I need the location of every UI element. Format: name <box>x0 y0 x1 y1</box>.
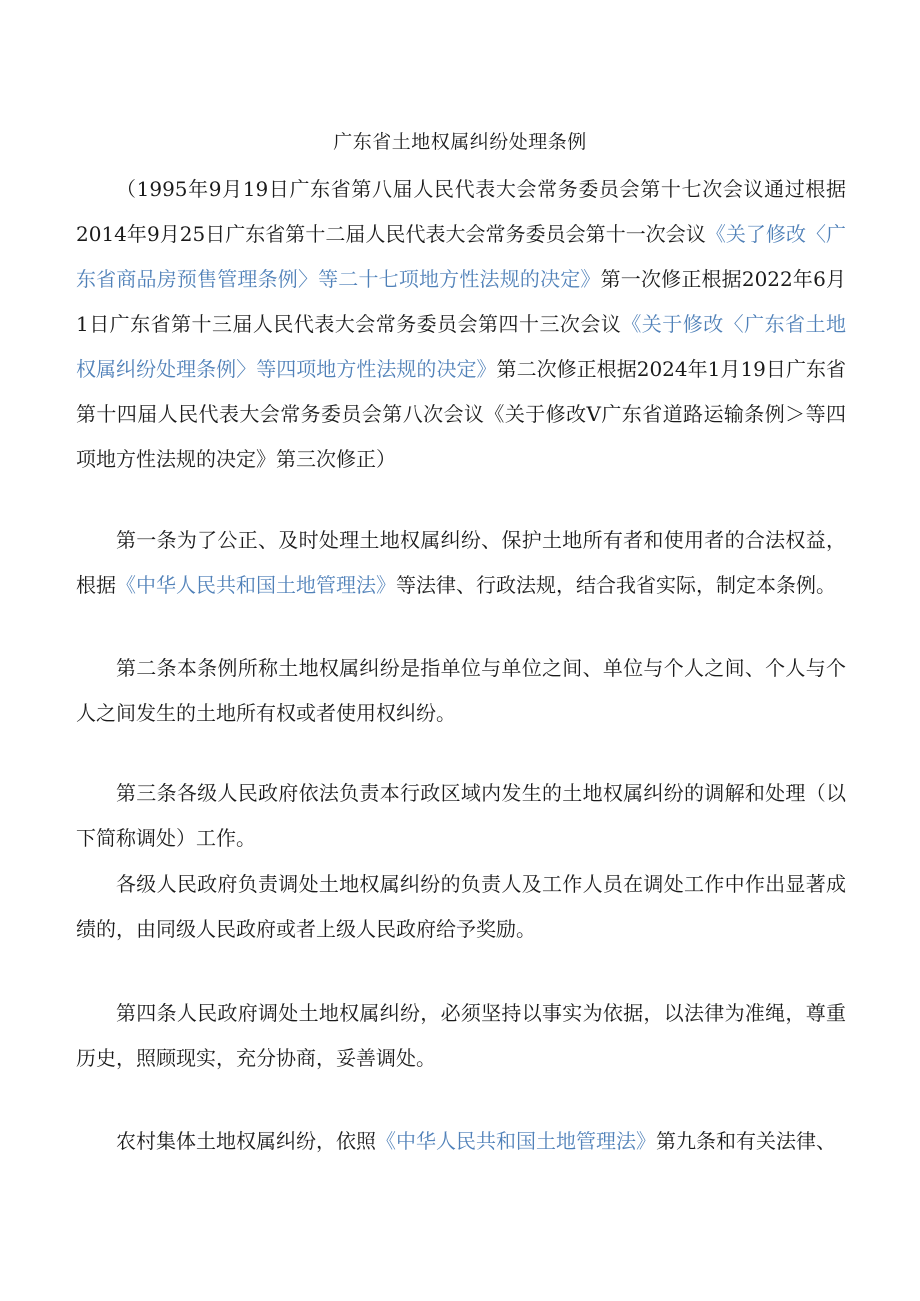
preamble-text-2: 第一次修正根据2022年6月1日广东省第十三届人民代表大会常务委员会第四十三次会议 <box>76 267 847 336</box>
article-4-text-2: 第九条和有关法律、 <box>656 1129 836 1153</box>
article-1-text-1: 第一条为了公正、及时处理土地权属纠纷、保护土地所有者和使用者的合法权益，根据 <box>76 528 846 597</box>
preamble-link-2[interactable]: 《关于修改〈广东省土地权属纠纷处理条例〉等四项地方性法规的决定》 <box>76 312 846 381</box>
article-4-paragraph-2 <box>76 1119 846 1164</box>
article-3-paragraph: 第三条各级人民政府依法负责本行政区域内发生的土地权属纠纷的调解和处理（以下简称调处）工作。 <box>76 781 846 850</box>
document-title: 广东省土地权属纠纷处理条例 <box>333 131 587 153</box>
article-4-text-1: 农村集体土地权属纠纷，依照 <box>116 1129 376 1153</box>
preamble-text-1: （1995年9月19日广东省第八届人民代表大会常务委员会第十七次会议通过根据2014年9月25日广东省第十二届人民代表大会常务委员会第十一次会议 <box>76 177 846 246</box>
article-2-paragraph: 第二条本条例所称土地权属纠纷是指单位与单位之间、单位与个人之间、个人与个人之间发生的土地所有权或者使用权纠纷。 <box>76 656 846 725</box>
article-1-law-link[interactable]: 《中华人民共和国土地管理法》 <box>116 573 396 597</box>
article-4-law-link[interactable]: 《中华人民共和国土地管理法》 <box>376 1129 656 1153</box>
article-1-paragraph <box>76 518 846 608</box>
article-1-text-2: 等法律、行政法规，结合我省实际，制定本条例。 <box>396 573 836 597</box>
preamble-link-1[interactable]: 《关了修改〈广东省商品房预售管理条例〉等二十七项地方性法规的决定》 <box>76 222 846 291</box>
preamble-paragraph <box>76 167 846 482</box>
article-3-paragraph-2: 各级人民政府负责调处土地权属纠纷的负责人及工作人员在调处工作中作出显著成绩的，由同级人民政府或者上级人民政府给予奖励。 <box>76 872 846 941</box>
preamble-text-3: 第二次修正根据2024年1月19日广东省第十四届人民代表大会常务委员会第八次会议《关于修改Ⅴ广东省道路运输条例＞等四项地方性法规的决定》第三次修正） <box>76 357 847 471</box>
article-4-paragraph: 第四条人民政府调处土地权属纠纷，必须坚持以事实为依据，以法律为准绳，尊重历史，照顾现实，充分协商，妥善调处。 <box>76 1001 846 1070</box>
